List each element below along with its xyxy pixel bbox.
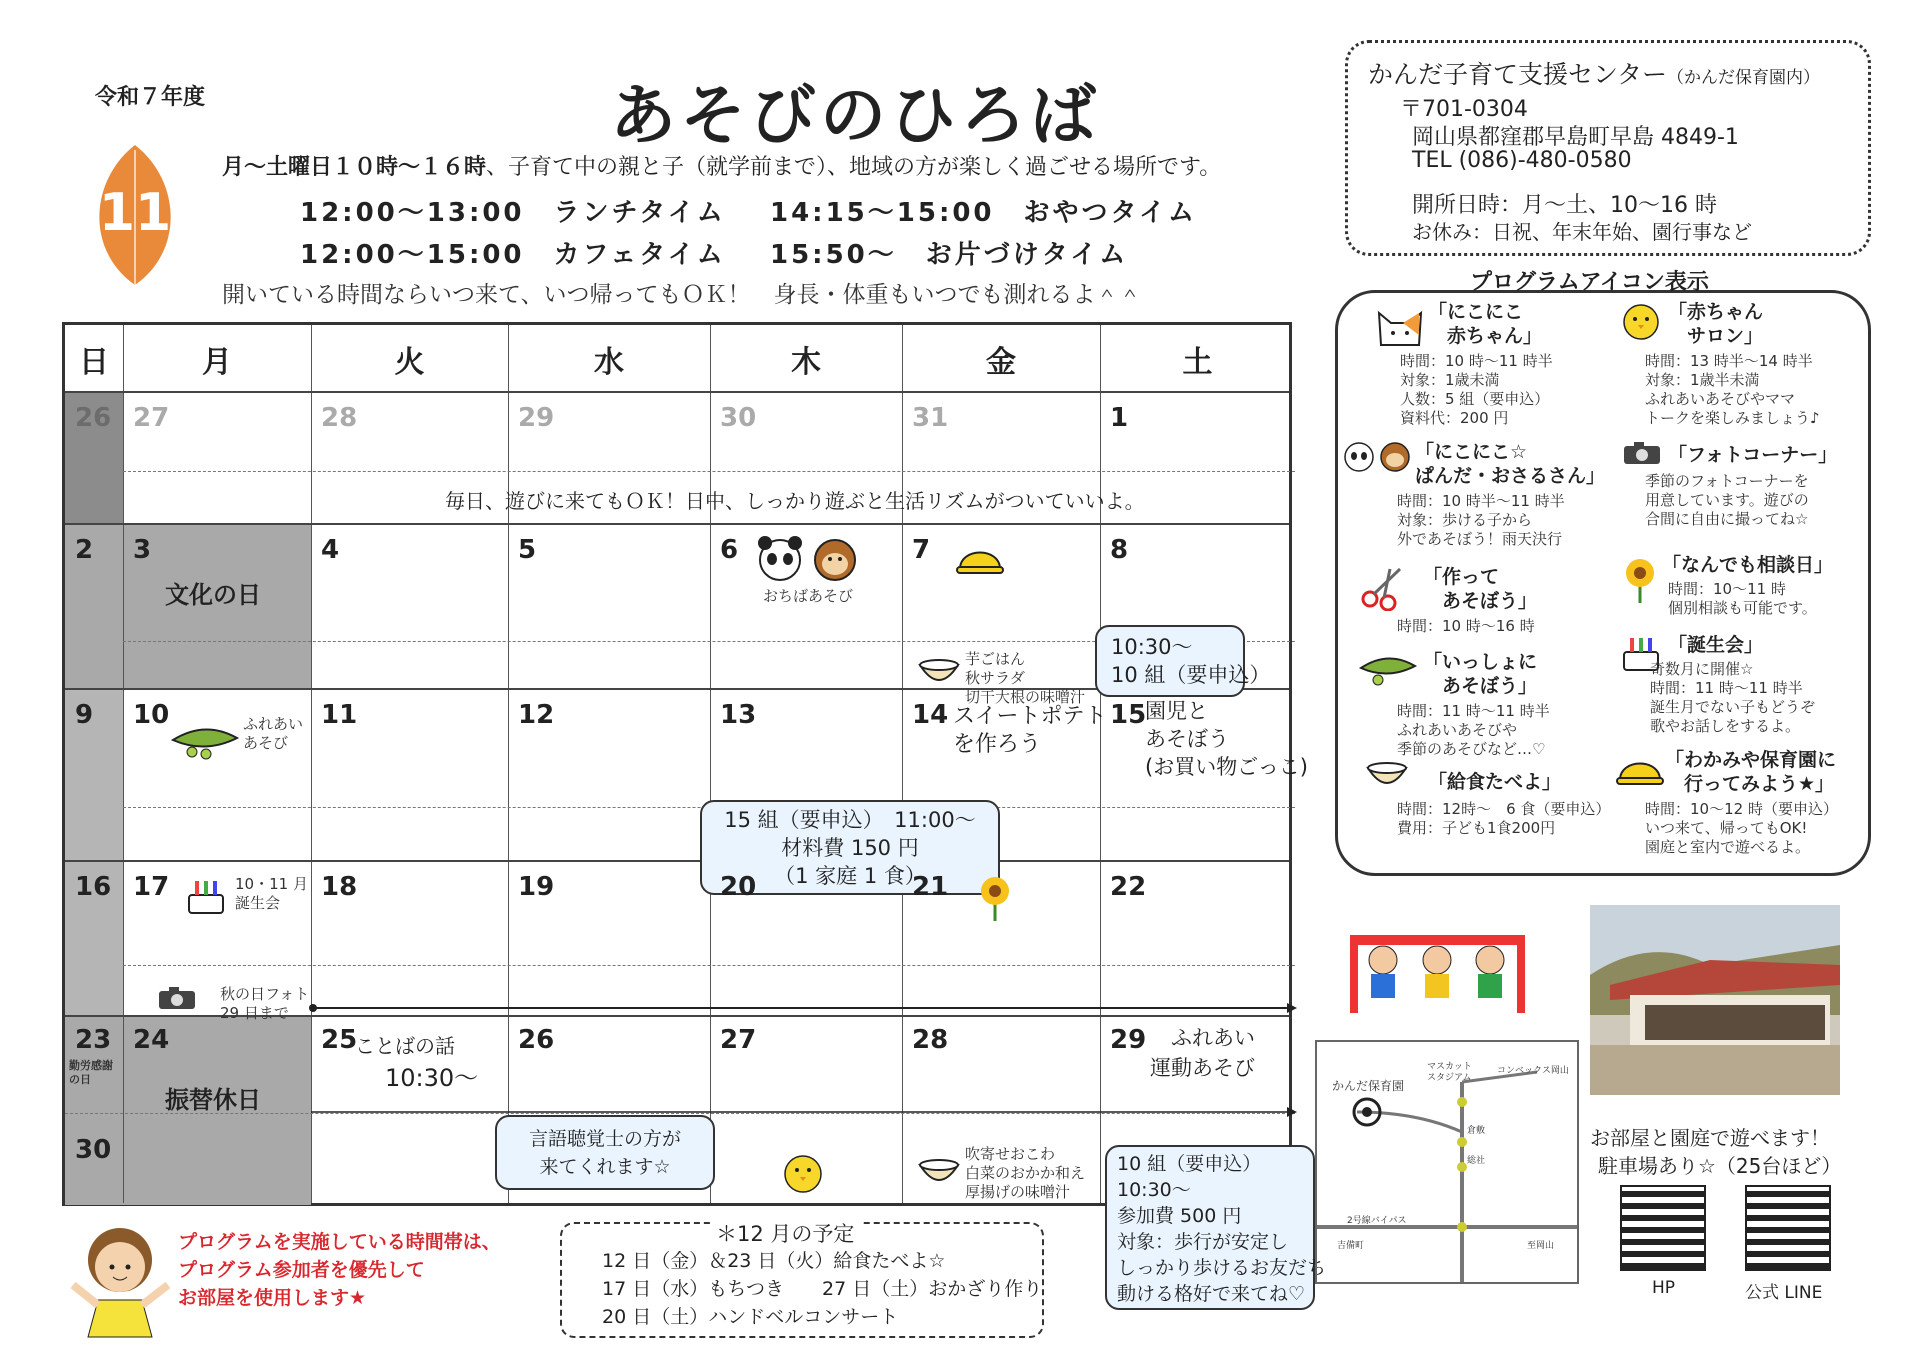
sat29-bubble: 10 組（要申込） 10:30～ 参加費 500 円 対象：歩行が安定し しっかり歩けるお友だち 動ける格好で来てね♡ xyxy=(1105,1145,1315,1310)
sunday-shade xyxy=(65,690,123,860)
icon-desc-1: 時間：10 時～11 時半 対象：1歳未満 人数：5 組（要申込） 資料代：200 円 xyxy=(1400,352,1553,427)
date-20: 20 xyxy=(720,872,757,902)
date-27b: 27 xyxy=(720,1025,757,1055)
december-line-1: 12 日（金）＆23 日（火）給食たべよ☆ xyxy=(602,1250,946,1272)
date-31: 31 xyxy=(912,403,949,433)
december-line-3: 20 日（土）ハンドベルコンサート xyxy=(602,1306,899,1328)
map-label-kurashiki: 倉敷 xyxy=(1467,1126,1486,1136)
opening-hours: 月～土曜日１０時～１６時、子育て中の親と子（就学前まで）、地域の方が楽しく過ごせる場所です。 xyxy=(222,155,1222,180)
icon-title-9: 「給食たべよ」 xyxy=(1428,771,1562,793)
date-23: 23 xyxy=(75,1025,112,1055)
fri14-note: スイートポテト を作ろう xyxy=(953,704,1107,757)
photo-period-arrow xyxy=(309,1002,1299,1014)
staff-girl-illustration xyxy=(68,1215,173,1340)
scissors-icon xyxy=(1360,565,1406,611)
december-title: ＊12 月の予定 xyxy=(710,1218,860,1248)
header-fri: 金 xyxy=(986,345,1016,380)
qr-line[interactable] xyxy=(1745,1185,1831,1271)
center-name: かんだ子育て支援センター（かんだ保育園内） xyxy=(1368,60,1821,89)
icon-title-2: 「赤ちゃん サロン」 xyxy=(1668,301,1764,347)
date-24: 24 xyxy=(133,1025,170,1055)
parking-note: 駐車場あり☆（25台ほど） xyxy=(1598,1154,1842,1178)
fri7-menu: 芋ごはん 秋サラダ 切干大根の味噌汁 xyxy=(965,650,1086,706)
date-28b: 28 xyxy=(912,1025,949,1055)
rice-bowl-icon xyxy=(917,655,961,689)
map-label-nursery: かんだ保育園 xyxy=(1332,1079,1405,1093)
tue25-note: ことばの話 xyxy=(355,1034,455,1058)
header-wed: 水 xyxy=(594,345,624,380)
labor-day-label: 勤労感謝 の日 xyxy=(69,1059,113,1086)
date-4: 4 xyxy=(321,535,340,565)
date-22: 22 xyxy=(1110,872,1147,902)
map-label-soja: 総社 xyxy=(1467,1156,1486,1166)
date-9: 9 xyxy=(75,700,94,730)
schedule-lunch: 12:00～13:00 ランチタイム xyxy=(300,198,726,228)
icon-desc-5: 時間：10 時～16 時 xyxy=(1397,617,1535,635)
schedule-cafe: 12:00～15:00 カフェタイム xyxy=(300,240,726,270)
december-line-2: 17 日（水）もちつき 27 日（土）おかざり作り xyxy=(602,1278,1043,1300)
edamame-icon xyxy=(170,720,240,760)
fiscal-year: 令和７年度 xyxy=(95,85,206,110)
date-1: 1 xyxy=(1110,403,1129,433)
rice-bowl-icon-2 xyxy=(917,1155,961,1189)
sunflower-legend-icon xyxy=(1620,555,1660,605)
page-title: あそびのひろば xyxy=(610,77,1100,154)
chick-icon-legend xyxy=(1620,300,1662,342)
panda-monkey-legend-icon xyxy=(1343,440,1413,474)
date-28: 28 xyxy=(321,403,358,433)
center-hours: 開所日時：月～土、10～16 時 xyxy=(1412,193,1717,218)
date-29: 29 xyxy=(518,403,555,433)
yellow-hat-icon xyxy=(955,537,1005,577)
date-30b: 30 xyxy=(75,1135,112,1165)
edamame-legend-icon xyxy=(1358,650,1418,690)
date-14: 14 xyxy=(912,700,949,730)
date-18: 18 xyxy=(321,872,358,902)
open-note: 開いている時間ならいつ来て、いつ帰ってもＯＫ！ 身長・体重もいつでも測れるよ＾＾ xyxy=(222,282,1142,308)
header-thu: 木 xyxy=(791,345,821,380)
date-17: 17 xyxy=(133,872,170,902)
date-25: 25 xyxy=(321,1025,358,1055)
sat15-note: 園児と あそぼう (お買い物ごっこ) xyxy=(1145,699,1308,779)
date-16: 16 xyxy=(75,872,112,902)
icon-desc-9: 時間：12時～ 6 食（要申込） 費用：子ども1食200円 xyxy=(1397,800,1611,837)
svg-text:11: 11 xyxy=(98,183,172,243)
icon-desc-3: 時間：10 時半～11 時半 対象：歩ける子から 外であそぼう！雨天決行 xyxy=(1397,492,1565,548)
date-15: 15 xyxy=(1110,700,1147,730)
panda-monkey-icon xyxy=(755,535,865,585)
icon-desc-8: 奇数月に開催☆ 時間：11 時～11 時半 誕生月でない子もどうぞ 歌やお話しをするよ。 xyxy=(1650,660,1816,735)
icon-desc-7: 時間：11 時～11 時半 ふれあいあそびや 季節のあそびなど…♡ xyxy=(1397,702,1550,758)
icon-title-1: 「にこにこ 赤ちゃん」 xyxy=(1428,301,1543,347)
date-7: 7 xyxy=(912,535,931,565)
date-26: 26 xyxy=(75,403,112,433)
date-26b: 26 xyxy=(518,1025,555,1055)
date-3: 3 xyxy=(133,535,152,565)
program-priority-note: プログラムを実施している時間帯は、 プログラム参加者を優先して お部屋を使用します★ xyxy=(178,1231,501,1309)
center-closed: お休み：日祝、年末年始、園行事など xyxy=(1412,220,1752,244)
play-note: お部屋と園庭で遊べます！ xyxy=(1590,1126,1830,1150)
sat8-bubble: 10:30～ 10 組（要申込） xyxy=(1095,625,1245,697)
icon-title-3: 「にこにこ☆ ぱんだ・おさるさん」 xyxy=(1415,441,1606,487)
sunday-shade xyxy=(65,523,123,688)
header-sun: 日 xyxy=(79,345,109,380)
date-29b: 29 xyxy=(1110,1025,1147,1055)
date-19: 19 xyxy=(518,872,555,902)
qr-hp[interactable] xyxy=(1620,1185,1706,1271)
daily-banner: 毎日、遊びに来てもＯＫ！日中、しっかり遊ぶと生活リズムがついていいよ。 xyxy=(445,489,1145,513)
talk-arrow xyxy=(311,1106,1299,1118)
date-6: 6 xyxy=(720,535,739,565)
map-label-kibi: 吉備町 xyxy=(1337,1241,1365,1251)
yellow-hat-legend-icon xyxy=(1615,748,1665,788)
sunflower-icon xyxy=(975,873,1015,923)
header-mon: 月 xyxy=(202,345,232,380)
sat29-note: ふれあい 運動あそび xyxy=(1150,1026,1255,1080)
date-13: 13 xyxy=(720,700,757,730)
sweet-potato-bubble: 15 組（要申込） 11:00～ 材料費 150 円 （1 家庭 1 食） xyxy=(700,800,1000,895)
map-label-okayama: 至岡山 xyxy=(1527,1241,1555,1251)
icon-title-6: 「なんでも相談日」 xyxy=(1662,554,1834,576)
date-2: 2 xyxy=(75,535,94,565)
cat-icon xyxy=(1375,305,1425,350)
icon-title-10: 「わかみや保育園に 行ってみよう★」 xyxy=(1665,749,1837,795)
schedule-snack: 14:15～15:00 おやつタイム xyxy=(770,198,1198,228)
rice-bowl-legend-icon xyxy=(1365,758,1409,792)
thu6-note: おちばあそび xyxy=(763,587,854,605)
schedule-cleanup: 15:50～ お片づけタイム xyxy=(770,240,1129,270)
kids-playground-illustration xyxy=(1345,920,1530,1015)
map-label-bypass: 2号線バイパス xyxy=(1347,1216,1407,1226)
map-label-stadium: マスカット スタジアム xyxy=(1427,1062,1472,1083)
center-zip: 〒701-0304 xyxy=(1400,97,1528,122)
date-21: 21 xyxy=(912,872,949,902)
date-11: 11 xyxy=(321,700,358,730)
program-icon-title: プログラムアイコン表示 xyxy=(1470,270,1709,295)
map-label-convex: コンベックス岡山 xyxy=(1497,1066,1569,1076)
date-8: 8 xyxy=(1110,535,1129,565)
leaf-month-icon xyxy=(85,140,185,290)
center-address: 岡山県都窪郡早島町早島 4849-1 xyxy=(1412,125,1739,150)
icon-desc-4: 季節のフォトコーナーを 用意しています。遊びの 合間に自由に撮ってね☆ xyxy=(1645,472,1809,528)
date-12: 12 xyxy=(518,700,555,730)
fri28-menu: 吹寄せおこわ 白菜のおかか和え 厚揚げの味噌汁 xyxy=(965,1145,1086,1201)
access-map xyxy=(1315,1040,1579,1284)
photo-note: 秋の日フォト 29 日まで xyxy=(220,985,310,1022)
camera-icon xyxy=(157,985,197,1011)
icon-desc-10: 時間：10～12 時（要申込） いつ来て、帰ってもOK! 園庭と室内で遊べるよ。 xyxy=(1645,800,1838,856)
date-30: 30 xyxy=(720,403,757,433)
date-27: 27 xyxy=(133,403,170,433)
center-tel: TEL (086)-480-0580 xyxy=(1412,148,1632,173)
speech-therapist-bubble: 言語聴覚士の方が 来てくれます☆ xyxy=(495,1115,715,1190)
header-tue: 火 xyxy=(394,345,425,380)
icon-title-8: 「誕生会」 xyxy=(1668,634,1764,656)
icon-title-5: 「作って あそぼう」 xyxy=(1423,566,1538,612)
mon10-note: ふれあい あそび xyxy=(243,715,304,752)
icon-title-4: 「フォトコーナー」 xyxy=(1668,444,1838,466)
nursery-building-photo xyxy=(1590,905,1840,1095)
icon-title-7: 「いっしょに あそぼう」 xyxy=(1423,651,1538,697)
birthday-cake-icon xyxy=(185,875,227,917)
icon-desc-6: 時間：10～11 時 個別相談も可能です。 xyxy=(1668,580,1817,617)
qr-line-label: 公式 LINE xyxy=(1745,1283,1823,1303)
qr-hp-label: HP xyxy=(1652,1278,1676,1298)
substitute-holiday: 振替休日 xyxy=(165,1086,261,1114)
icon-desc-2: 時間：13 時半～14 時半 対象：1歳半未満 ふれあいあそびやママ トークを楽しみましょう♪ xyxy=(1645,352,1820,427)
tue25-time: 10:30～ xyxy=(385,1064,479,1092)
holiday-culture-day: 文化の日 xyxy=(165,581,261,609)
date-5: 5 xyxy=(518,535,537,565)
camera-legend-icon xyxy=(1622,440,1662,466)
header-sat: 土 xyxy=(1182,345,1213,380)
mon17-note: 10・11 月 誕生会 xyxy=(235,875,308,912)
chick-icon xyxy=(780,1150,826,1196)
date-10: 10 xyxy=(133,700,170,730)
